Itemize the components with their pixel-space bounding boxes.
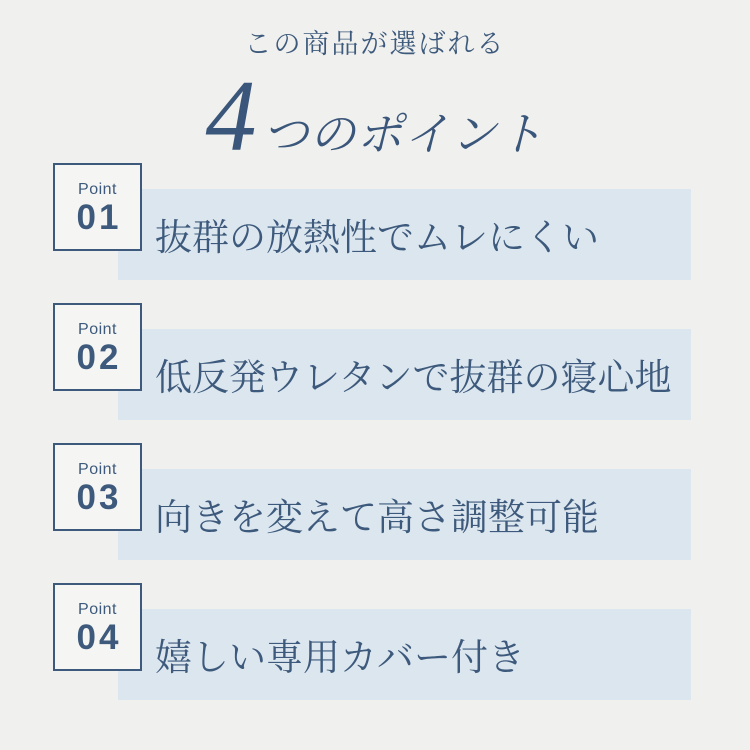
- point-number: 02: [76, 337, 122, 377]
- point-block-03: [53, 443, 691, 561]
- title-text: つのポイント: [262, 109, 545, 160]
- point-label: Point: [78, 601, 117, 619]
- point-text: 向きを変えて高さ調整可能: [155, 497, 599, 539]
- point-block-01: [53, 163, 691, 281]
- point-text: 抜群の放熱性でムレにくい: [155, 217, 599, 259]
- point-text: 低反発ウレタンで抜群の寝心地: [155, 357, 672, 399]
- point-banner: [118, 329, 691, 420]
- point-block-02: [53, 303, 691, 421]
- point-label: Point: [78, 321, 117, 339]
- point-block-04: [53, 583, 691, 701]
- point-banner: [118, 189, 691, 280]
- point-number: 01: [76, 197, 122, 237]
- point-number-box: [53, 583, 142, 671]
- main-title: [0, 60, 750, 173]
- point-number-box: [53, 303, 142, 391]
- title-number: 4: [205, 60, 257, 173]
- point-label: Point: [78, 461, 117, 479]
- point-number: 04: [76, 617, 122, 657]
- point-number-box: [53, 163, 142, 251]
- point-banner: [118, 609, 691, 700]
- point-number-box: [53, 443, 142, 531]
- point-number: 03: [76, 477, 122, 517]
- point-label: Point: [78, 181, 117, 199]
- point-text: 嬉しい専用カバー付き: [155, 637, 525, 679]
- intro-heading: この商品が選ばれる: [244, 29, 506, 59]
- point-banner: [118, 469, 691, 560]
